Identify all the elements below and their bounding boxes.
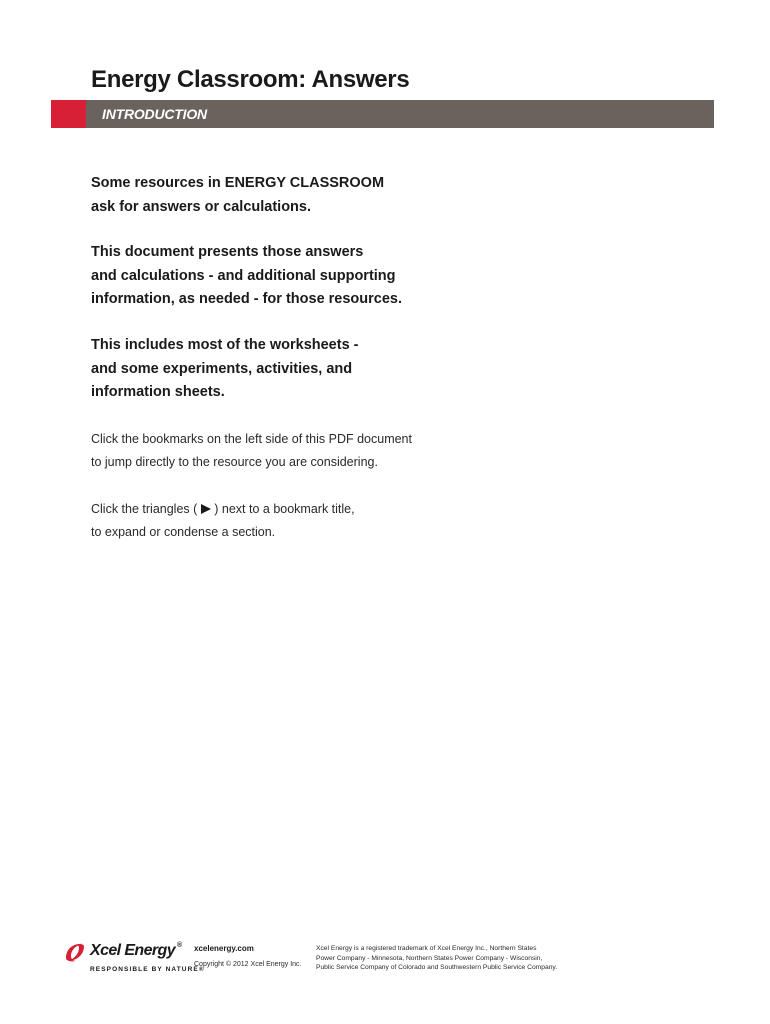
logo-name-text: Xcel Energy — [90, 942, 176, 959]
intro-paragraph-2-line-3: information, as needed - for those resources. — [91, 291, 403, 307]
intro-paragraph-2 — [91, 241, 402, 312]
intro-paragraph-2-line-1: This document presents those answers — [91, 244, 364, 260]
footer-legal-notice — [316, 944, 557, 973]
intro-paragraph-1-line-1: Some resources in ENERGY CLASSROOM — [91, 175, 385, 191]
intro-paragraph-3-line-2: and some experiments, activities, and — [91, 360, 353, 377]
footer-legal-line-2: Power Company - Minnesota, Northern States Power Company - Wisconsin, — [316, 954, 543, 962]
intro-paragraph-1-line-2: ask for answers or calculations. — [91, 198, 312, 215]
intro-paragraph-3 — [91, 334, 359, 405]
section-label: INTRODUCTION — [102, 106, 207, 122]
footer-legal-line-3: Public Service Company of Colorado and Southwestern Public Service Company. — [316, 964, 558, 971]
footer-legal-line-1: Xcel Energy is a registered trademark of Xcel Energy Inc., Northern States — [316, 945, 537, 952]
triangles-instruction-line-1 — [91, 498, 355, 521]
logo-registered-mark: ® — [177, 942, 182, 949]
bookmarks-instruction-line-2: to jump directly to the resource you are considering. — [91, 455, 378, 469]
intro-paragraph-3-line-3: information sheets. — [91, 384, 225, 400]
section-accent-block — [51, 100, 86, 128]
bookmarks-instruction-line-1: Click the bookmarks on the left side of this PDF document — [91, 432, 412, 446]
xcel-energy-logo — [63, 940, 205, 974]
intro-paragraph-3-line-1: This includes most of the worksheets - — [91, 337, 359, 353]
bookmarks-instruction — [91, 428, 412, 474]
intro-paragraph-1 — [91, 172, 384, 219]
triangles-instruction-line-2: to expand or condense a section. — [91, 525, 276, 539]
section-header-bar — [51, 100, 714, 128]
logo-tagline: RESPONSIBLE BY NATURE® — [90, 966, 205, 973]
triangles-instruction-text-after: ) next to a bookmark title, — [214, 502, 355, 516]
footer-website-link[interactable]: xcelenergy.com — [194, 944, 254, 953]
intro-paragraph-2-line-2: and calculations - and additional supporting — [91, 267, 396, 284]
triangles-instruction-text-before: Click the triangles ( — [91, 502, 198, 516]
triangles-instruction — [91, 498, 355, 544]
xcel-swoosh-logo-icon — [63, 940, 87, 964]
logo-wordmark — [90, 942, 182, 960]
page-title: Energy Classroom: Answers — [91, 66, 410, 93]
play-triangle-icon — [201, 504, 211, 514]
page-footer — [0, 936, 770, 976]
footer-copyright: Copyright © 2012 Xcel Energy Inc. — [194, 961, 302, 968]
